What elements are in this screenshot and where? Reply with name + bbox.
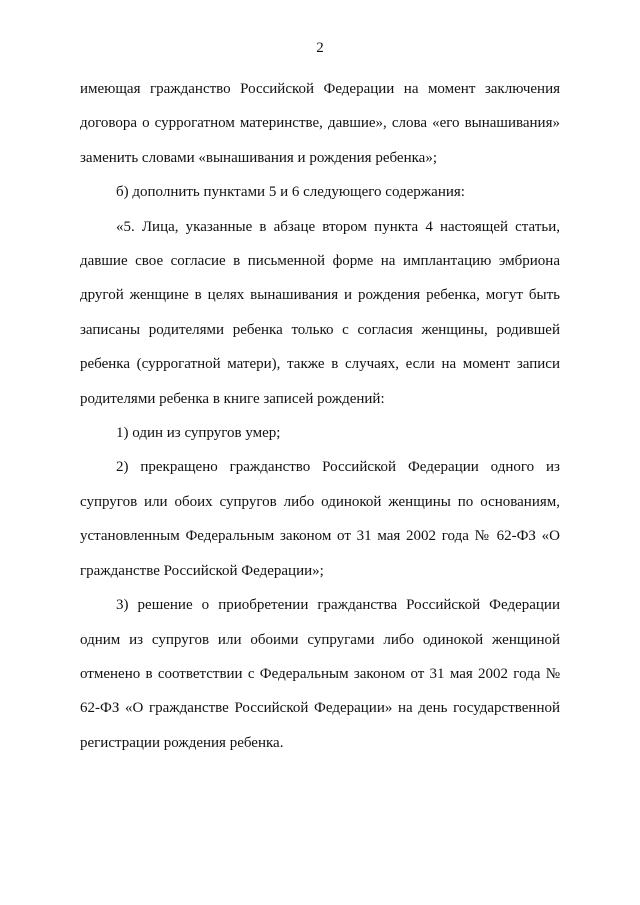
page-number: 2 <box>316 40 324 56</box>
paragraph-subitem-b: б) дополнить пунктами 5 и 6 следующего содержания: <box>116 184 465 201</box>
paragraph-point-5: «5. Лица, указанные в абзаце втором пункта 4 настоящей статьи, давшие свое согласие в письменной форме на имплантацию эмбриона другой женщине в целях вынашивания и рождения ребенка, могут быть записаны родителями ребенка только с согласия женщины, родившей ребенка (суррогатной матери), также в случаях, если на момент записи родителями ребенка в книге записей рождений: <box>80 218 560 407</box>
document-body <box>80 72 560 760</box>
paragraph-subpoint-3: 3) решение о приобретении гражданства Российской Федерации одним из супругов или обоими супругами либо одинокой женщиной отменено в соответствии с Федеральным законом от 31 мая 2002 года № 62-ФЗ «О гражданстве Российской Федерации» на день государственной регистрации рождения ребенка. <box>80 597 560 751</box>
paragraph-subpoint-2: 2) прекращено гражданство Российской Федерации одного из супругов или обоих супругов либо одинокой женщины по основаниям, установленным Федеральным законом от 31 мая 2002 года № 62-ФЗ «О гражданстве Российской Федерации»; <box>80 459 560 579</box>
paragraph-continuation: имеющая гражданство Российской Федерации на момент заключения договора о суррогатном материнстве, давшие», слова «его вынашивания» заменить словами «вынашивания и рождения ребенка»; <box>80 81 560 166</box>
paragraph-subpoint-1: 1) один из супругов умер; <box>116 425 281 442</box>
